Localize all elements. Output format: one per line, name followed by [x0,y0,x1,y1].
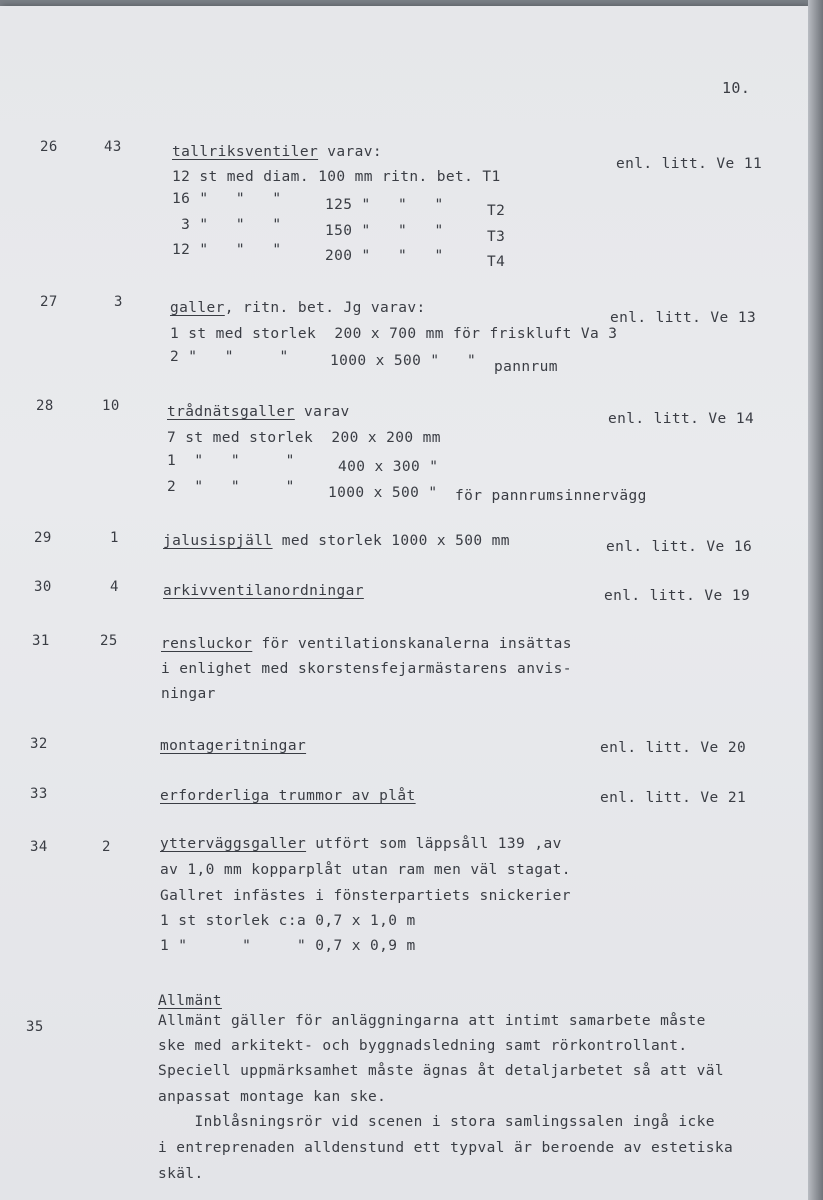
item-line: för pannrumsinnervägg [455,488,647,504]
item-title: erforderliga trummor av plåt [160,788,416,804]
item-quantity: 4 [110,579,119,595]
item-reference: enl. litt. Ve 20 [600,740,747,756]
item-number: 35 [26,1019,44,1035]
item-line: 16 " " " [172,191,282,207]
item-number: 27 [40,294,58,310]
paragraph-line: i entreprenaden alldenstund ett typval är beroende av estetiska [158,1140,734,1156]
item-line: 3 " " " [172,217,282,233]
item-title-rest: , ritn. bet. Jg varav: [224,300,426,316]
item-title-rest: för ventilationskanalerna insättas [252,636,572,652]
item-number: 34 [30,839,48,855]
item-quantity: 43 [104,139,122,155]
item-line: 200 " " " [325,248,444,264]
item-line: 1 " " " [167,453,295,469]
item-line: 2 " " " [170,349,289,365]
item-title-line [170,299,426,317]
item-line: 1 " " " 0,7 x 0,9 m [160,938,416,954]
item-title: jalusispjäll [163,533,273,549]
item-line: 1000 x 500 " [328,485,438,501]
item-line: 1 st med storlek 200 x 700 mm för friskluft Va 3 [170,326,618,342]
item-line: 150 " " " [325,223,444,239]
item-quantity: 10 [102,398,120,414]
item-line: T3 [487,229,506,245]
item-title: galler [170,300,225,316]
item-title: trådnätsgaller [167,404,295,420]
item-number: 31 [32,633,50,649]
item-line: 1000 x 500 " " [330,353,477,369]
item-reference: enl. litt. Ve 11 [616,156,763,172]
item-number: 30 [34,579,52,595]
item-reference: enl. litt. Ve 19 [604,588,751,604]
paragraph-line: ske med arkitekt- och byggnadsledning samt rörkontrollant. [158,1038,688,1054]
page-edge-shadow [808,0,823,1200]
paragraph-line: anpassat montage kan ske. [158,1089,387,1105]
item-quantity: 3 [114,294,123,310]
item-number: 33 [30,786,48,802]
item-title: tallriksventiler [172,144,319,160]
item-title-line [163,532,510,550]
item-line: av 1,0 mm kopparplåt utan ram men väl stagat. [160,862,571,878]
item-line: 12 " " " [172,242,282,258]
item-title-rest: varav: [318,144,382,160]
item-quantity: 2 [102,839,111,855]
item-title-rest: med storlek 1000 x 500 mm [272,533,510,549]
item-number: 29 [34,530,52,546]
item-line: 12 st med diam. 100 mm ritn. bet. T1 [172,169,501,185]
item-reference: enl. litt. Ve 16 [606,539,753,555]
item-title: ytterväggsgaller [160,836,307,852]
item-title: arkivventilanordningar [163,583,364,599]
item-title-line [160,835,562,853]
document-page [0,6,808,1200]
item-line: ningar [161,686,216,702]
item-quantity: 25 [100,633,118,649]
section-heading: Allmänt [158,993,222,1009]
paragraph-line: Allmänt gäller för anläggningarna att intimt samarbete måste [158,1013,706,1029]
item-number: 32 [30,736,48,752]
item-title-line [172,143,382,161]
item-title-line [161,635,572,653]
item-reference: enl. litt. Ve 13 [610,310,757,326]
item-reference: enl. litt. Ve 21 [600,790,747,806]
item-line: 125 " " " [325,197,444,213]
paragraph-line: Speciell uppmärksamhet måste ägnas åt detaljarbetet så att väl [158,1063,725,1079]
item-line: T2 [487,203,506,219]
paragraph-line: Inblåsningsrör vid scenen i stora samlingssalen ingå icke [158,1114,715,1130]
item-line: 7 st med storlek 200 x 200 mm [167,430,441,446]
item-line: T4 [487,254,506,270]
item-quantity: 1 [110,530,119,546]
item-title-line [167,403,350,421]
item-line: 400 x 300 " [338,459,439,475]
item-title-rest: utfört som läppsåll 139 ,av [306,836,562,852]
item-title: rensluckor [161,636,253,652]
paragraph-line: skäl. [158,1166,204,1182]
item-reference: enl. litt. Ve 14 [608,411,755,427]
item-title-rest: varav [294,404,350,420]
item-line: i enlighet med skorstensfejarmästarens anvis- [161,661,572,677]
item-number: 26 [40,139,58,155]
item-line: 2 " " " [167,479,295,495]
page-number: 10. [722,79,751,97]
item-line: 1 st storlek c:a 0,7 x 1,0 m [160,913,416,929]
item-number: 28 [36,398,54,414]
item-line: Gallret infästes i fönsterpartiets snickerier [160,888,571,904]
item-title: montageritningar [160,738,307,754]
item-line: pannrum [494,359,558,375]
